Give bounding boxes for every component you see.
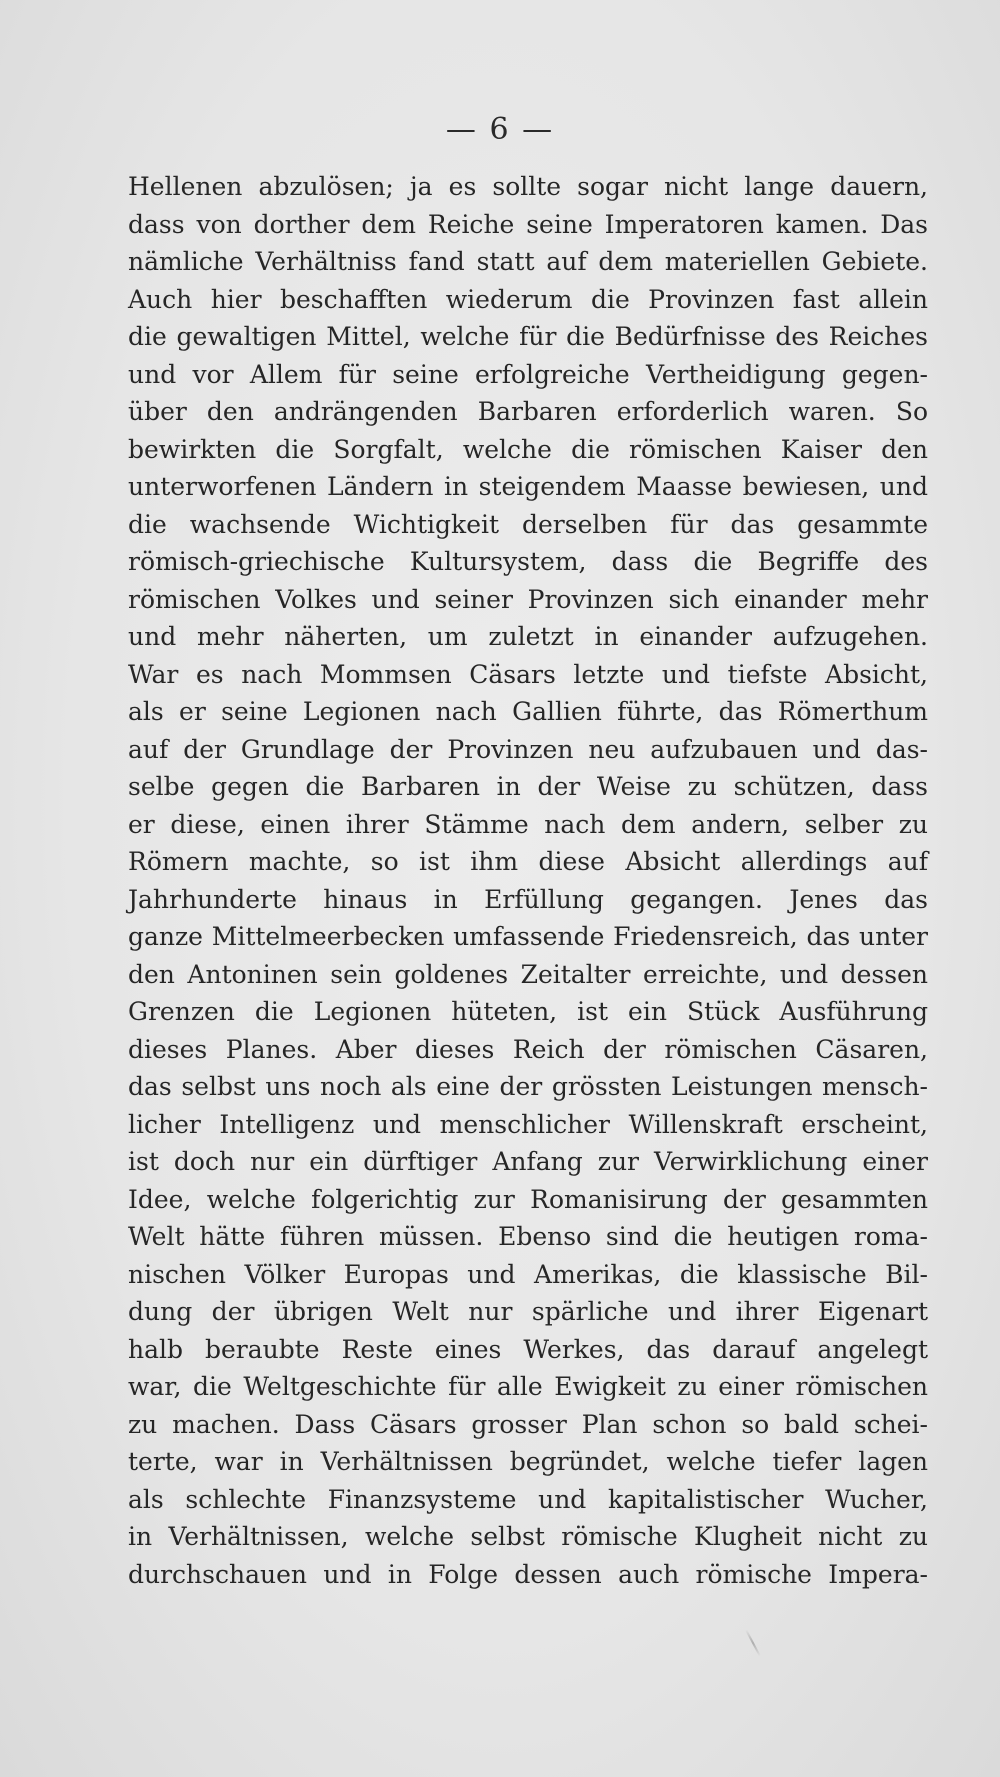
- text-line: durchschauen und in Folge dessen auch römische Impera-: [128, 1559, 928, 1589]
- text-line: Auch hier beschafften wiederum die Provinzen fast allein: [128, 284, 928, 314]
- text-line: bewirkten die Sorgfalt, welche die römischen Kaiser den: [128, 434, 928, 464]
- text-line: licher Intelligenz und menschlicher Willenskraft erscheint,: [128, 1109, 928, 1139]
- text-line: den Antoninen sein goldenes Zeitalter erreichte, und dessen: [128, 959, 928, 989]
- text-line: als schlechte Finanzsysteme und kapitalistischer Wucher,: [128, 1484, 928, 1514]
- text-line: halb beraubte Reste eines Werkes, das darauf angelegt: [128, 1334, 928, 1364]
- text-line: nischen Völker Europas und Amerikas, die klassische Bil-: [128, 1259, 928, 1289]
- text-line: er diese, einen ihrer Stämme nach dem andern, selber zu: [128, 809, 928, 839]
- text-line: römisch-griechische Kultursystem, dass die Begriffe des: [128, 547, 928, 576]
- body-text: [128, 168, 928, 1593]
- text-line: römischen Volkes und seiner Provinzen sich einander mehr: [128, 584, 928, 614]
- text-line: die gewaltigen Mittel, welche für die Bedürfnisse des Reiches: [128, 322, 928, 351]
- text-line: Welt hätte führen müssen. Ebenso sind die heutigen roma-: [128, 1222, 928, 1251]
- text-line: ganze Mittelmeerbecken umfassende Friedensreich, das unter: [128, 922, 928, 951]
- text-line: auf der Grundlage der Provinzen neu aufzubauen und das-: [128, 734, 928, 764]
- page-number: — 6 —: [445, 112, 555, 147]
- text-line: in Verhältnissen, welche selbst römische Klugheit nicht zu: [128, 1522, 928, 1551]
- text-line: Jahrhunderte hinaus in Erfüllung gegangen. Jenes das: [128, 884, 928, 914]
- paper-speck: [745, 1629, 761, 1656]
- text-line: Römern machte, so ist ihm diese Absicht allerdings auf: [128, 847, 928, 876]
- text-line: terte, war in Verhältnissen begründet, welche tiefer lagen: [128, 1447, 928, 1476]
- text-line: und vor Allem für seine erfolgreiche Vertheidigung gegen-: [128, 359, 928, 389]
- text-line: War es nach Mommsen Cäsars letzte und tiefste Absicht,: [128, 659, 928, 689]
- text-line: Idee, welche folgerichtig zur Romanisirung der gesammten: [128, 1184, 928, 1214]
- text-line: das selbst uns noch als eine der grössten Leistungen mensch-: [128, 1072, 928, 1101]
- text-line: unterworfenen Ländern in steigendem Maasse bewiesen, und: [128, 472, 928, 501]
- text-line: selbe gegen die Barbaren in der Weise zu schützen, dass: [128, 772, 928, 801]
- text-line: Hellenen abzulösen; ja es sollte sogar nicht lange dauern,: [128, 172, 928, 201]
- text-line: dieses Planes. Aber dieses Reich der römischen Cäsaren,: [128, 1034, 928, 1064]
- text-line: und mehr näherten, um zuletzt in einander aufzugehen.: [128, 622, 928, 651]
- text-line: nämliche Verhältniss fand statt auf dem materiellen Gebiete.: [128, 247, 928, 276]
- text-line: zu machen. Dass Cäsars grosser Plan schon so bald schei-: [128, 1409, 928, 1439]
- text-line: dung der übrigen Welt nur spärliche und ihrer Eigenart: [128, 1297, 928, 1326]
- text-line: über den andrängenden Barbaren erforderlich waren. So: [128, 397, 928, 426]
- text-line: ist doch nur ein dürftiger Anfang zur Verwirklichung einer: [128, 1147, 928, 1176]
- text-line: die wachsende Wichtigkeit derselben für das gesammte: [128, 509, 928, 539]
- text-line: dass von dorther dem Reiche seine Imperatoren kamen. Das: [128, 209, 928, 239]
- text-line: war, die Weltgeschichte für alle Ewigkeit zu einer römischen: [128, 1372, 928, 1401]
- text-line: als er seine Legionen nach Gallien führte, das Römerthum: [128, 697, 928, 726]
- text-line: Grenzen die Legionen hüteten, ist ein Stück Ausführung: [128, 997, 928, 1026]
